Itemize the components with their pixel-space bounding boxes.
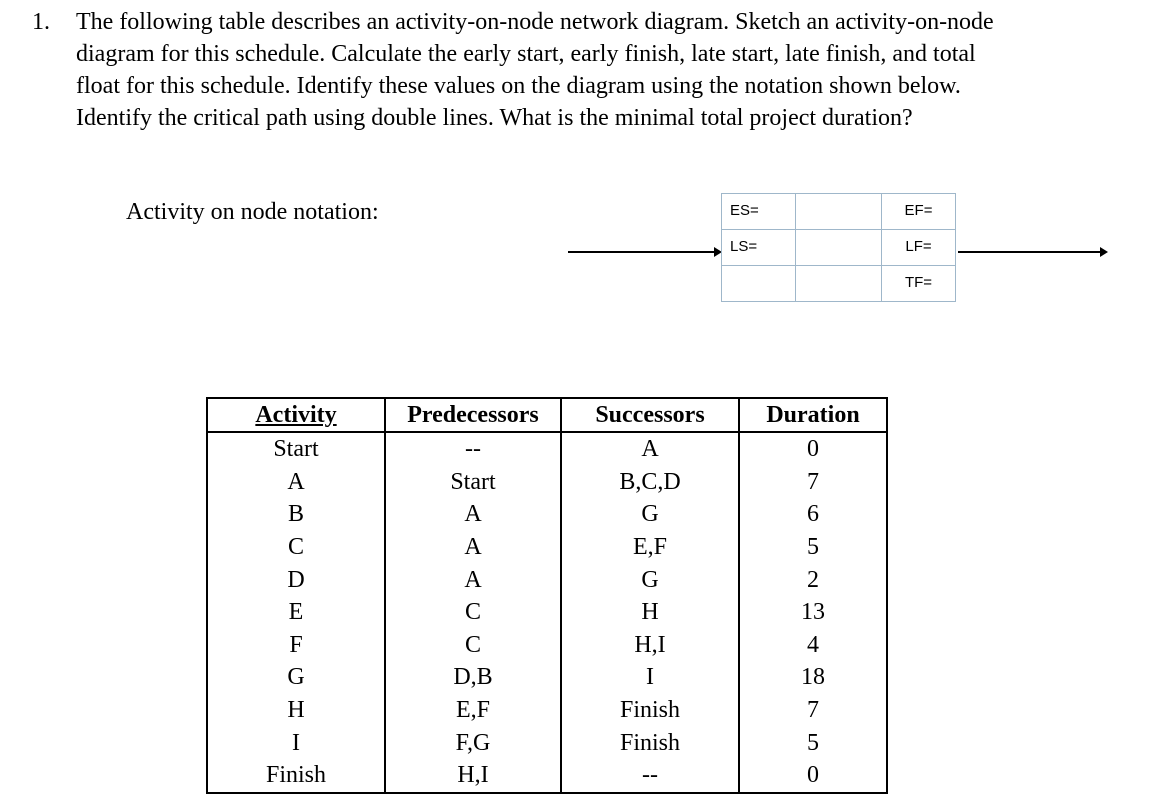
table-row: [207, 661, 887, 694]
cell-activity: E: [207, 596, 385, 629]
cell-duration: 6: [739, 498, 887, 531]
cell-predecessors: A: [385, 563, 561, 596]
table-row: [207, 432, 887, 466]
cell-predecessors: E,F: [385, 694, 561, 727]
outgoing-arrow-head-icon: [1100, 247, 1108, 257]
column-header-duration: Duration: [739, 398, 887, 432]
incoming-arrow-line: [568, 251, 718, 253]
cell-duration: 18: [739, 661, 887, 694]
cell-activity: B: [207, 498, 385, 531]
table-row: [207, 563, 887, 596]
cell-activity: H: [207, 694, 385, 727]
cell-successors: Finish: [561, 726, 739, 759]
question-line: diagram for this schedule. Calculate the early start, early finish, late start, late finish, and total: [76, 41, 976, 67]
node-cell-es: ES=: [721, 193, 796, 230]
column-header-predecessors: Predecessors: [385, 398, 561, 432]
question-line: Identify the critical path using double lines. What is the minimal total project duration?: [76, 105, 913, 131]
schedule-table: [206, 397, 888, 794]
cell-duration: 0: [739, 432, 887, 466]
table-header-row: [207, 398, 887, 432]
table-row: [207, 759, 887, 793]
cell-successors: B,C,D: [561, 466, 739, 499]
cell-activity: Start: [207, 432, 385, 466]
cell-successors: G: [561, 563, 739, 596]
outgoing-arrow-line: [958, 251, 1102, 253]
cell-activity: D: [207, 563, 385, 596]
table-row: [207, 466, 887, 499]
notation-label: Activity on node notation:: [126, 199, 379, 225]
column-header-activity: Activity: [207, 398, 385, 432]
node-cell-ef: EF=: [881, 193, 956, 230]
cell-duration: 7: [739, 466, 887, 499]
node-cell-lf: LF=: [881, 229, 956, 266]
node-cell-center-top: [795, 193, 882, 230]
cell-activity: I: [207, 726, 385, 759]
cell-successors: H,I: [561, 629, 739, 662]
cell-successors: G: [561, 498, 739, 531]
activity-node-notation-box: [722, 194, 956, 302]
cell-predecessors: A: [385, 531, 561, 564]
question-number: 1.: [32, 9, 50, 35]
cell-successors: E,F: [561, 531, 739, 564]
table-row: [207, 629, 887, 662]
cell-successors: H: [561, 596, 739, 629]
table-row: [207, 694, 887, 727]
cell-duration: 5: [739, 531, 887, 564]
table-row: [207, 726, 887, 759]
cell-predecessors: C: [385, 596, 561, 629]
cell-activity: A: [207, 466, 385, 499]
cell-activity: C: [207, 531, 385, 564]
question-line: float for this schedule. Identify these values on the diagram using the notation shown below.: [76, 73, 961, 99]
cell-duration: 2: [739, 563, 887, 596]
table-row: [207, 596, 887, 629]
cell-duration: 4: [739, 629, 887, 662]
question-text: [76, 6, 1146, 134]
cell-predecessors: H,I: [385, 759, 561, 793]
cell-activity: G: [207, 661, 385, 694]
cell-predecessors: A: [385, 498, 561, 531]
node-cell-center-mid: [795, 229, 882, 266]
column-header-successors: Successors: [561, 398, 739, 432]
cell-duration: 0: [739, 759, 887, 793]
cell-predecessors: --: [385, 432, 561, 466]
question-line: The following table describes an activity-on-node network diagram. Sketch an activity-on-node: [76, 9, 994, 35]
cell-successors: A: [561, 432, 739, 466]
cell-activity: Finish: [207, 759, 385, 793]
node-cell-tf: TF=: [881, 265, 956, 302]
cell-predecessors: C: [385, 629, 561, 662]
cell-duration: 13: [739, 596, 887, 629]
node-cell-center-bottom: [795, 265, 882, 302]
cell-duration: 5: [739, 726, 887, 759]
node-cell-ls: LS=: [721, 229, 796, 266]
cell-duration: 7: [739, 694, 887, 727]
cell-successors: Finish: [561, 694, 739, 727]
cell-predecessors: F,G: [385, 726, 561, 759]
cell-predecessors: Start: [385, 466, 561, 499]
cell-activity: F: [207, 629, 385, 662]
cell-predecessors: D,B: [385, 661, 561, 694]
table-row: [207, 498, 887, 531]
cell-successors: I: [561, 661, 739, 694]
table-row: [207, 531, 887, 564]
cell-successors: --: [561, 759, 739, 793]
node-cell-bottom-left: [721, 265, 796, 302]
